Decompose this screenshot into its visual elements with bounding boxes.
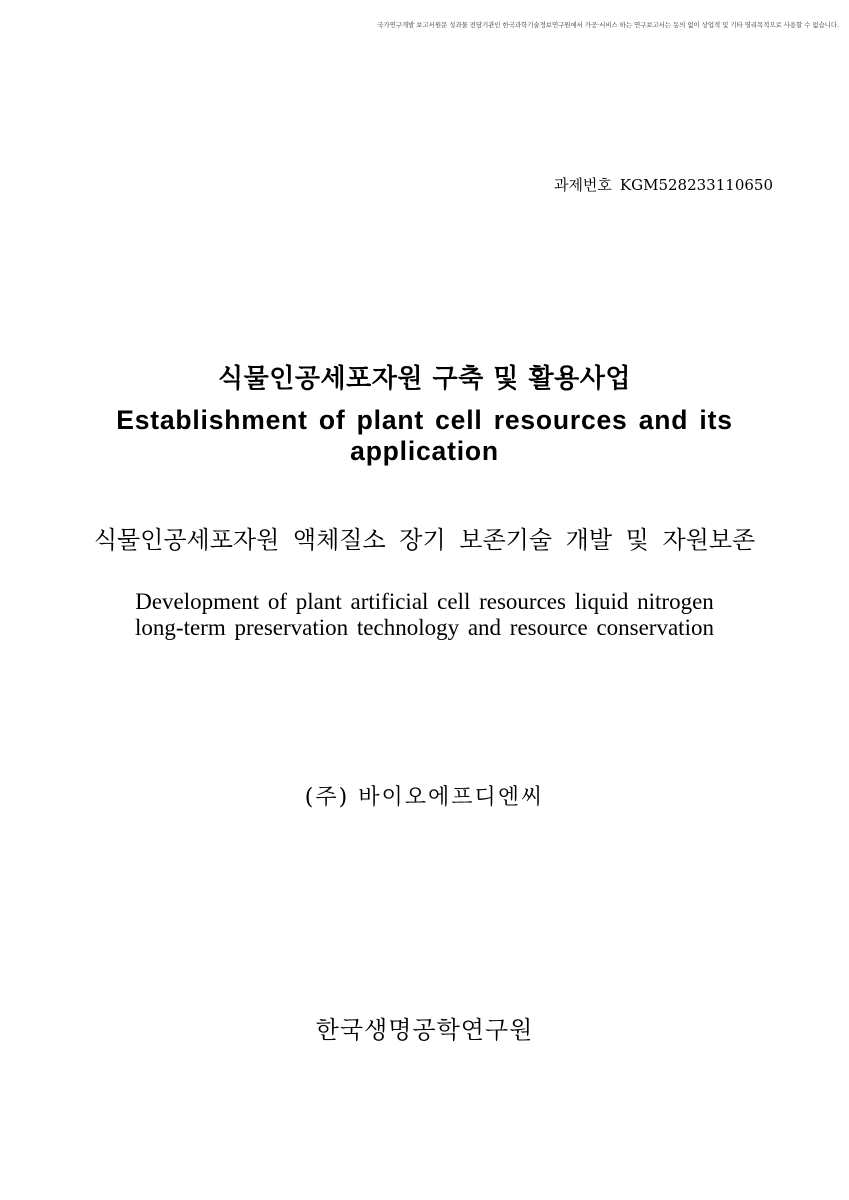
project-number-value: KGM528233110650 xyxy=(619,176,773,194)
company-name: (주) 바이오에프디엔씨 xyxy=(304,785,545,810)
project-number xyxy=(554,174,773,195)
report-subtitle-english xyxy=(0,589,849,641)
report-subtitle-korean: 식물인공세포자원 액체질소 장기 보존기술 개발 및 자원보존 xyxy=(93,526,756,554)
subtitle-english-line-1: Development of plant artificial cell resources liquid nitrogen xyxy=(135,589,714,614)
report-title-korean: 식물인공세포자원 구축 및 활용사업 xyxy=(218,364,631,394)
copyright-notice: 국가연구개발 보고서원문 성과물 전담기관인 한국과학기술정보연구원에서 가공·서비스 하는 연구보고서는 동의 없이 상업적 및 기타 영리목적으로 사용할 수 없습니다. xyxy=(377,21,839,29)
report-title-english: Establishment of plant cell resources and its application xyxy=(116,405,733,466)
institute-name: 한국생명공학연구원 xyxy=(315,1016,534,1044)
project-number-label: 과제번호 xyxy=(553,176,612,194)
subtitle-english-line-2: long-term preservation technology and resource conservation xyxy=(135,615,714,640)
